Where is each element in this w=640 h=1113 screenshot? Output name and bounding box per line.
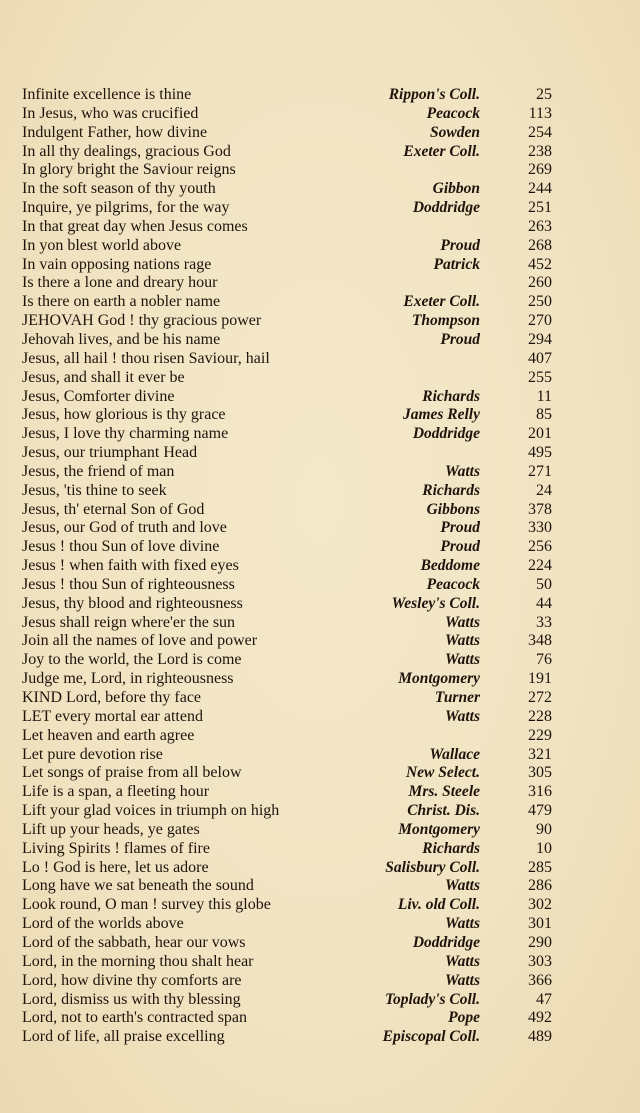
index-row	[22, 576, 552, 595]
hymn-number: 272	[528, 689, 552, 706]
hymn-author: Pope	[448, 1009, 480, 1027]
hymn-number: 76	[536, 651, 552, 669]
hymn-number: 495	[528, 444, 552, 462]
hymn-number: 256	[528, 538, 552, 556]
index-row	[22, 312, 552, 331]
hymn-number: 11	[536, 387, 552, 405]
hymn-number: 348	[528, 632, 552, 650]
hymn-first-line: Lift your glad voices in triumph on high	[22, 802, 280, 820]
hymn-author: Doddridge	[412, 425, 480, 443]
index-row	[22, 1028, 552, 1047]
hymn-author: Watts	[444, 632, 480, 650]
hymn-number: 366	[528, 971, 552, 989]
index-row	[22, 972, 552, 991]
hymn-first-line: Joy to the world, the Lord is come	[22, 651, 242, 669]
hymn-number: 479	[528, 802, 552, 820]
index-row	[22, 632, 552, 651]
hymn-number: 294	[528, 330, 552, 348]
hymn-first-line: Lift up your heads, ye gates	[22, 820, 200, 838]
index-row	[22, 256, 552, 275]
hymn-number: 452	[528, 255, 552, 273]
index-row	[22, 934, 552, 953]
hymn-author: Richards	[422, 481, 480, 499]
hymn-first-line: Lo ! God is here, let us adore	[22, 858, 209, 876]
index-row	[22, 519, 552, 538]
index-row	[22, 802, 552, 821]
hymn-author: Rippon's Coll.	[388, 86, 480, 103]
index-row	[22, 369, 552, 388]
hymn-number: 302	[528, 896, 552, 914]
hymn-author: Watts	[444, 651, 480, 669]
hymn-first-line: In Jesus, who was crucified	[22, 104, 199, 122]
hymn-author: Wesley's Coll.	[391, 594, 480, 612]
hymn-author: Proud	[440, 519, 480, 537]
index-row	[22, 124, 552, 143]
index-row	[22, 689, 552, 708]
hymn-number: 492	[528, 1009, 552, 1027]
index-row	[22, 180, 552, 199]
hymn-number: 238	[528, 142, 552, 160]
hymn-number: 90	[536, 820, 552, 838]
hymn-number: 301	[528, 915, 552, 933]
index-row	[22, 143, 552, 162]
hymn-author: Watts	[444, 971, 480, 989]
hymn-first-line: Jesus ! thou Sun of love divine	[22, 538, 220, 556]
hymn-author: Peacock	[426, 575, 480, 593]
hymn-first-line: Jesus, Comforter divine	[22, 387, 175, 405]
hymn-author: Peacock	[426, 104, 480, 122]
hymn-first-line: In yon blest world above	[22, 236, 182, 254]
hymn-first-line: Long have we sat beneath the sound	[22, 877, 254, 895]
hymn-author: Gibbons	[426, 500, 480, 518]
hymn-number: 285	[528, 858, 552, 876]
hymn-number: 286	[528, 877, 552, 895]
hymn-author: Montgomery	[398, 820, 480, 838]
hymn-first-line: Jesus shall reign where'er the sun	[22, 613, 236, 631]
hymn-number: 25	[536, 86, 552, 103]
index-row	[22, 501, 552, 520]
hymn-number: 305	[528, 764, 552, 782]
hymn-first-line: Inquire, ye pilgrims, for the way	[22, 199, 230, 217]
hymn-number: 229	[528, 726, 552, 744]
hymn-author: Watts	[444, 462, 480, 480]
hymn-author: Watts	[444, 613, 480, 631]
hymn-author: Beddome	[420, 557, 480, 575]
index-row	[22, 538, 552, 557]
hymn-number: 290	[528, 933, 552, 951]
hymn-author: Exeter Coll.	[403, 293, 480, 311]
index-row	[22, 237, 552, 256]
index-row	[22, 425, 552, 444]
index-row	[22, 877, 552, 896]
hymn-number: 269	[528, 161, 552, 179]
hymn-author: Thompson	[411, 312, 480, 330]
hymn-first-line: Jesus, 'tis thine to seek	[22, 481, 167, 499]
hymn-author: James Relly	[402, 406, 480, 424]
hymn-first-line: Indulgent Father, how divine	[22, 123, 208, 141]
hymn-first-line: JEHOVAH God ! thy gracious power	[22, 312, 262, 330]
hymn-author: Watts	[444, 877, 480, 895]
index-row	[22, 764, 552, 783]
index-row	[22, 274, 552, 293]
hymn-first-line: Lord, in the morning thou shalt hear	[22, 952, 254, 970]
hymn-first-line: Jesus ! thou Sun of righteousness	[22, 575, 235, 593]
hymn-first-line: Is there on earth a nobler name	[22, 293, 221, 311]
hymn-author: Gibbon	[432, 180, 480, 198]
hymn-first-line: Lord, how divine thy comforts are	[22, 971, 242, 989]
index-row	[22, 915, 552, 934]
index-row	[22, 821, 552, 840]
index-row	[22, 614, 552, 633]
hymn-author: Richards	[422, 839, 480, 857]
hymn-first-line: Lord, not to earth's contracted span	[22, 1009, 248, 1027]
index-row	[22, 463, 552, 482]
index-row	[22, 218, 552, 237]
hymn-number: 270	[528, 312, 552, 330]
hymn-first-line: In that great day when Jesus comes	[22, 217, 248, 235]
hymn-first-line: Jehovah lives, and be his name	[22, 330, 221, 348]
hymn-first-line: Life is a span, a fleeting hour	[22, 783, 210, 801]
index-row	[22, 388, 552, 407]
hymn-first-line: Let heaven and earth agree	[22, 726, 195, 744]
index-row	[22, 896, 552, 915]
hymn-first-line: Let songs of praise from all below	[22, 764, 242, 782]
hymn-number: 244	[528, 180, 552, 198]
hymn-number: 263	[528, 217, 552, 235]
hymn-first-line: Join all the names of love and power	[22, 632, 258, 650]
index-row	[22, 840, 552, 859]
index-row	[22, 482, 552, 501]
hymn-author: Turner	[434, 689, 480, 706]
index-row	[22, 783, 552, 802]
hymn-first-line: In vain opposing nations rage	[22, 255, 212, 273]
hymn-author: Liv. old Coll.	[397, 896, 480, 914]
hymn-first-line: Lord of life, all praise excelling	[22, 1028, 225, 1046]
index-row	[22, 595, 552, 614]
hymn-author: Wallace	[429, 745, 480, 763]
hymn-first-line: KIND Lord, before thy face	[22, 689, 202, 706]
hymn-author: Richards	[422, 387, 480, 405]
hymn-first-line: Living Spirits ! flames of fire	[22, 839, 210, 857]
hymn-number: 228	[528, 707, 552, 725]
index-row	[22, 199, 552, 218]
hymn-first-line: Jesus, how glorious is thy grace	[22, 406, 226, 424]
hymn-author: Watts	[444, 707, 480, 725]
hymn-author: Doddridge	[412, 933, 480, 951]
hymn-first-line: Jesus, our triumphant Head	[22, 444, 198, 462]
hymn-author: New Select.	[405, 764, 480, 782]
hymn-number: 44	[536, 594, 552, 612]
hymn-number: 113	[528, 104, 552, 122]
index-row	[22, 953, 552, 972]
hymn-author: Watts	[444, 952, 480, 970]
hymn-first-line: Infinite excellence is thine	[22, 86, 192, 103]
index-row	[22, 708, 552, 727]
hymn-number: 254	[528, 123, 552, 141]
hymn-number: 330	[528, 519, 552, 537]
hymn-number: 271	[528, 462, 552, 480]
index-row	[22, 746, 552, 765]
hymn-author: Toplady's Coll.	[384, 990, 480, 1008]
hymn-first-line: Jesus, th' eternal Son of God	[22, 500, 205, 518]
hymn-author: Proud	[440, 330, 480, 348]
hymn-author: Episcopal Coll.	[382, 1028, 480, 1046]
hymn-number: 201	[528, 425, 552, 443]
hymn-author: Salisbury Coll.	[385, 858, 480, 876]
hymn-author: Patrick	[433, 255, 480, 273]
hymn-author: Doddridge	[412, 199, 480, 217]
hymn-first-line: Jesus, thy blood and righteousness	[22, 594, 243, 612]
index-row	[22, 727, 552, 746]
hymn-number: 316	[528, 783, 552, 801]
hymn-author: Proud	[440, 538, 480, 556]
hymn-number: 489	[528, 1028, 552, 1046]
hymn-first-line: Jesus, our God of truth and love	[22, 519, 227, 537]
hymn-first-line: Jesus, all hail ! thou risen Saviour, hail	[22, 349, 270, 367]
index-row	[22, 444, 552, 463]
hymn-number: 224	[528, 557, 552, 575]
hymn-number: 321	[528, 745, 552, 763]
hymn-number: 260	[528, 274, 552, 292]
hymn-first-line: Let pure devotion rise	[22, 745, 163, 763]
hymn-first-line: Jesus, and shall it ever be	[22, 368, 185, 386]
hymn-number: 251	[528, 199, 552, 217]
hymn-number: 407	[528, 349, 552, 367]
index-row	[22, 86, 552, 105]
hymn-first-line: In glory bright the Saviour reigns	[22, 161, 236, 179]
hymn-author: Sowden	[430, 123, 480, 141]
hymn-first-line: Jesus, I love thy charming name	[22, 425, 229, 443]
hymn-first-line: Is there a lone and dreary hour	[22, 274, 218, 292]
hymn-number: 255	[528, 368, 552, 386]
hymn-number: 50	[536, 575, 552, 593]
index-row	[22, 557, 552, 576]
index-row	[22, 991, 552, 1010]
index-row	[22, 651, 552, 670]
index-row	[22, 350, 552, 369]
index-row	[22, 331, 552, 350]
hymn-author: Montgomery	[398, 670, 480, 688]
hymn-first-line: Jesus, the friend of man	[22, 462, 175, 480]
hymn-author: Watts	[444, 915, 480, 933]
index-row	[22, 1009, 552, 1028]
hymn-number: 85	[536, 406, 552, 424]
hymn-first-line: Look round, O man ! survey this globe	[22, 896, 271, 914]
hymn-first-line: Judge me, Lord, in righteousness	[22, 670, 234, 688]
index-row	[22, 105, 552, 124]
index-row	[22, 406, 552, 425]
hymn-author: Exeter Coll.	[403, 142, 480, 160]
hymn-author: Christ. Dis.	[407, 802, 480, 820]
hymn-first-line: Lord of the worlds above	[22, 915, 184, 933]
index-row	[22, 161, 552, 180]
hymn-number: 191	[528, 670, 552, 688]
index-row	[22, 859, 552, 878]
hymn-first-line-index	[22, 86, 552, 1047]
hymn-number: 378	[528, 500, 552, 518]
hymn-author: Mrs. Steele	[408, 783, 480, 801]
index-row	[22, 293, 552, 312]
hymn-first-line: LET every mortal ear attend	[22, 707, 203, 725]
index-row	[22, 670, 552, 689]
hymn-number: 303	[528, 952, 552, 970]
hymn-number: 10	[536, 839, 552, 857]
hymn-author: Proud	[440, 236, 480, 254]
hymn-first-line: In the soft season of thy youth	[22, 180, 216, 198]
hymn-first-line: Jesus ! when faith with fixed eyes	[22, 557, 239, 575]
hymn-number: 250	[528, 293, 552, 311]
hymn-number: 47	[536, 990, 552, 1008]
hymn-first-line: In all thy dealings, gracious God	[22, 142, 231, 160]
hymn-number: 24	[536, 481, 552, 499]
hymn-number: 33	[536, 613, 552, 631]
hymn-first-line: Lord, dismiss us with thy blessing	[22, 990, 241, 1008]
hymn-first-line: Lord of the sabbath, hear our vows	[22, 933, 246, 951]
hymn-number: 268	[528, 236, 552, 254]
